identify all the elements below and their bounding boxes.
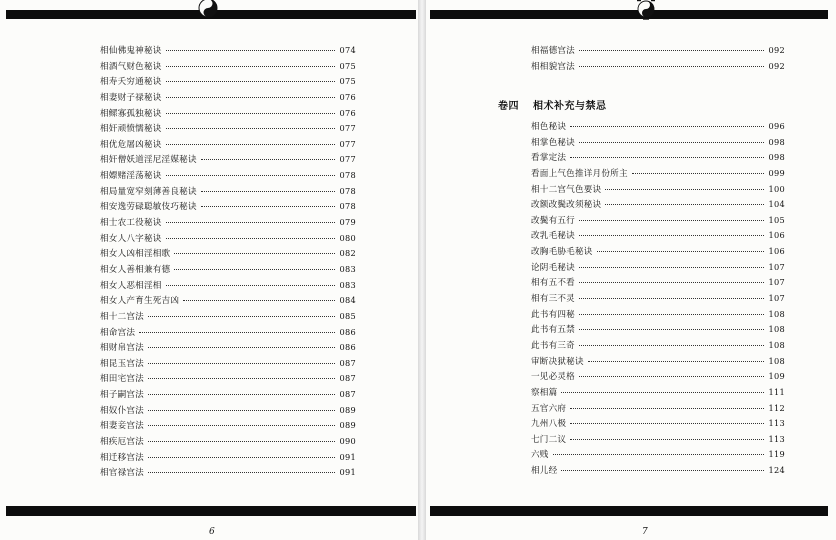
dot-leader (570, 156, 764, 158)
toc-entry[interactable] (531, 197, 785, 213)
dot-leader (561, 469, 764, 471)
entry-title: 七门二议 (531, 434, 567, 445)
entry-title: 相女人凶相淫相歌 (100, 249, 171, 260)
toc-entry[interactable] (100, 137, 356, 153)
dot-leader (148, 424, 335, 426)
dot-leader (166, 65, 336, 67)
entry-title: 相酒气财色秘诀 (100, 61, 162, 72)
entry-page-number: 091 (339, 467, 356, 478)
dot-leader (579, 328, 764, 330)
toc-entry[interactable] (531, 166, 785, 182)
entry-page-number: 087 (339, 373, 356, 384)
entry-title: 相嫖赌淫荡秘诀 (100, 171, 162, 182)
toc-entry[interactable] (531, 354, 785, 370)
volume-label: 卷四 (498, 101, 519, 112)
entry-title: 审断决狱秘诀 (531, 356, 584, 367)
entry-page-number: 106 (768, 246, 785, 257)
toc-entry[interactable] (531, 275, 785, 291)
entry-page-number: 113 (768, 418, 785, 429)
entry-title: 相田宅宫法 (100, 374, 144, 385)
entry-page-number: 109 (768, 371, 785, 382)
entry-title: 此书有四秘 (531, 309, 575, 320)
dot-leader (570, 125, 764, 127)
dot-leader (166, 80, 336, 82)
entry-title: 相十二宫法 (100, 311, 144, 322)
dot-leader (201, 190, 336, 192)
dot-leader (201, 205, 336, 207)
entry-page-number: 083 (339, 279, 356, 290)
dot-leader (166, 112, 336, 114)
entry-page-number: 091 (339, 451, 356, 462)
dot-leader (553, 453, 765, 455)
dot-leader (183, 299, 335, 301)
dot-leader (148, 409, 335, 411)
toc-entry[interactable] (531, 43, 785, 59)
dot-leader (561, 391, 764, 393)
toc-entry[interactable] (531, 119, 785, 135)
entry-page-number: 096 (768, 121, 785, 131)
entry-title: 九州八极 (531, 419, 567, 430)
toc-entry[interactable] (531, 135, 785, 151)
entry-page-number: 086 (339, 342, 356, 353)
toc-entry[interactable] (100, 59, 356, 75)
toc-entry[interactable] (531, 416, 785, 432)
toc-entry[interactable] (531, 338, 785, 354)
entry-title: 五官六府 (531, 403, 567, 414)
dot-leader (579, 344, 764, 346)
entry-title: 此书有五禁 (531, 325, 575, 336)
entry-page-number: 085 (339, 310, 356, 321)
toc-entry[interactable] (100, 356, 356, 372)
dot-leader (570, 438, 764, 440)
entry-page-number: 077 (339, 154, 356, 165)
toc-entry[interactable] (100, 403, 356, 419)
dot-leader (148, 471, 335, 473)
entry-title: 相有五不看 (531, 278, 575, 289)
entry-title: 相局量宽窄刻薄善良秘诀 (100, 186, 197, 197)
dot-leader (605, 188, 764, 190)
entry-title: 六贱 (531, 450, 549, 461)
dot-leader (632, 172, 765, 174)
toc-entry[interactable] (100, 184, 356, 200)
toc-entry[interactable] (531, 228, 785, 244)
toc-entry[interactable] (100, 199, 356, 215)
dot-leader (579, 297, 764, 299)
entry-title: 相士农工役秘诀 (100, 218, 162, 229)
toc-entry[interactable] (531, 182, 785, 198)
toc-entry[interactable] (100, 262, 356, 278)
book-gutter (418, 0, 426, 540)
toc-entry[interactable] (531, 432, 785, 448)
entry-title: 此书有三奇 (531, 340, 575, 351)
entry-page-number: 090 (339, 436, 356, 447)
dot-leader (579, 65, 764, 67)
page-number: 6 (209, 527, 215, 537)
entry-title: 改胸毛胁毛秘诀 (531, 247, 593, 258)
entry-page-number: 113 (768, 433, 785, 444)
entry-title: 相女人八字秘诀 (100, 233, 162, 244)
dot-leader (166, 143, 336, 145)
entry-page-number: 108 (768, 355, 785, 366)
entry-page-number: 107 (768, 261, 785, 272)
bottom-rule (6, 506, 416, 516)
entry-title: 相官禄宫法 (100, 468, 144, 479)
top-rule (430, 10, 828, 19)
dot-leader (148, 456, 335, 458)
entry-page-number: 076 (339, 91, 356, 102)
dot-leader (166, 96, 336, 98)
toc-entry[interactable] (531, 150, 785, 166)
toc-entry[interactable] (100, 387, 356, 403)
section-heading (498, 97, 607, 112)
dot-leader (579, 141, 764, 143)
entry-page-number: 076 (339, 107, 356, 118)
toc-entry[interactable] (100, 215, 356, 231)
entry-page-number: 098 (768, 136, 785, 147)
dot-leader (174, 252, 335, 254)
toc-entry[interactable] (531, 260, 785, 276)
entry-page-number: 107 (768, 293, 785, 304)
section-title: 相术补充与禁忌 (533, 101, 607, 112)
dot-leader (148, 377, 335, 379)
entry-page-number: 107 (768, 277, 785, 288)
toc-entry[interactable] (100, 434, 356, 450)
dot-leader (579, 219, 764, 221)
toc-entry[interactable] (100, 293, 356, 309)
entry-title: 相奸顽愤懦秘诀 (100, 124, 162, 135)
toc-entry[interactable] (531, 213, 785, 229)
entry-page-number: 106 (768, 230, 785, 241)
right-page (426, 0, 836, 540)
toc-entry[interactable] (531, 369, 785, 385)
entry-page-number: 108 (768, 308, 785, 319)
dot-leader (579, 375, 764, 377)
entry-page-number: 111 (768, 386, 785, 397)
toc-entry[interactable] (100, 278, 356, 294)
entry-title: 相奸僧妖道淫尼淫媒秘诀 (100, 155, 197, 166)
dot-leader (166, 221, 336, 223)
entry-page-number: 099 (768, 167, 785, 178)
dot-leader (597, 250, 765, 252)
toc-entry[interactable] (100, 371, 356, 387)
toc-entry[interactable] (531, 291, 785, 307)
entry-title: 相奴仆宫法 (100, 405, 144, 416)
entry-title: 相寿夭穷通秘诀 (100, 77, 162, 88)
entry-page-number: 078 (339, 201, 356, 212)
entry-title: 相女人善相兼有德 (100, 264, 171, 275)
entry-page-number: 083 (339, 263, 356, 274)
toc-entry[interactable] (100, 340, 356, 356)
entry-title: 相命宫法 (100, 327, 136, 338)
entry-page-number: 075 (339, 60, 356, 71)
entry-title: 相相貌宫法 (531, 61, 575, 72)
toc-entry[interactable] (100, 418, 356, 434)
dot-leader (588, 360, 765, 362)
toc-entry[interactable] (531, 59, 785, 75)
dot-leader (148, 315, 335, 317)
entry-title: 相妻妾宫法 (100, 421, 144, 432)
entry-page-number: 092 (768, 45, 785, 55)
toc-list-right-continued (531, 43, 785, 74)
dot-leader (579, 49, 764, 51)
entry-title: 相掌色秘诀 (531, 137, 575, 148)
dot-leader (148, 440, 335, 442)
entry-title: 相安逸劳碌聪敏伎巧秘诀 (100, 202, 197, 213)
toc-entry[interactable] (100, 152, 356, 168)
entry-page-number: 105 (768, 214, 785, 225)
toc-entry[interactable] (531, 401, 785, 417)
dot-leader (579, 266, 764, 268)
entry-page-number: 108 (768, 339, 785, 350)
entry-page-number: 098 (768, 152, 785, 163)
entry-title: 相色秘诀 (531, 122, 567, 132)
entry-page-number: 092 (768, 60, 785, 71)
entry-page-number: 104 (768, 199, 785, 210)
page-number: 7 (642, 527, 648, 537)
toc-entry[interactable] (100, 309, 356, 325)
entry-page-number: 089 (339, 404, 356, 415)
dot-leader (570, 407, 764, 409)
entry-page-number: 082 (339, 248, 356, 259)
dot-leader (148, 362, 335, 364)
yin-yang-emblem-icon (196, 0, 220, 22)
toc-entry[interactable] (100, 450, 356, 466)
toc-entry[interactable] (531, 447, 785, 463)
entry-title: 一见必灵格 (531, 372, 575, 383)
dot-leader (166, 284, 336, 286)
dot-leader (139, 331, 335, 333)
entry-page-number: 077 (339, 123, 356, 134)
dot-leader (579, 281, 764, 283)
toc-entry[interactable] (100, 74, 356, 90)
toc-entry[interactable] (531, 463, 785, 479)
entry-page-number: 119 (768, 449, 785, 460)
toc-list-left (100, 43, 356, 481)
entry-page-number: 087 (339, 389, 356, 400)
entry-page-number: 124 (768, 465, 785, 476)
entry-title: 相女人产育生死吉凶 (100, 296, 180, 307)
entry-title: 相昆玉宫法 (100, 358, 144, 369)
dot-leader (148, 393, 335, 395)
entry-page-number: 089 (339, 420, 356, 431)
entry-title: 改额改鬓改须秘诀 (531, 200, 602, 211)
entry-page-number: 079 (339, 217, 356, 228)
toc-entry[interactable] (100, 106, 356, 122)
dot-leader (605, 203, 764, 205)
entry-title: 相优危屠凶秘诀 (100, 139, 162, 150)
toc-entry[interactable] (100, 325, 356, 341)
entry-title: 相鳏寡孤独秘诀 (100, 108, 162, 119)
entry-title: 察相篇 (531, 387, 558, 398)
toc-entry[interactable] (100, 121, 356, 137)
entry-title: 相仙佛鬼神秘诀 (100, 46, 162, 56)
entry-title: 相有三不灵 (531, 294, 575, 305)
entry-page-number: 075 (339, 76, 356, 87)
toc-entry[interactable] (100, 43, 356, 59)
entry-title: 相妻财子禄秘诀 (100, 92, 162, 103)
entry-title: 相财帛宫法 (100, 343, 144, 354)
entry-title: 相十二宫气色要诀 (531, 184, 602, 195)
entry-title: 相女人恶相淫相 (100, 280, 162, 291)
entry-title: 相迁移宫法 (100, 452, 144, 463)
entry-page-number: 087 (339, 357, 356, 368)
toc-entry[interactable] (531, 322, 785, 338)
dot-leader (579, 234, 764, 236)
entry-title: 改乳毛秘诀 (531, 231, 575, 242)
entry-page-number: 086 (339, 326, 356, 337)
dot-leader (166, 127, 336, 129)
entry-page-number: 108 (768, 324, 785, 335)
entry-page-number: 077 (339, 138, 356, 149)
dot-leader (579, 313, 764, 315)
entry-page-number: 074 (339, 45, 356, 55)
dot-leader (174, 268, 335, 270)
bottom-rule (430, 506, 828, 516)
entry-page-number: 080 (339, 232, 356, 243)
toc-entry[interactable] (531, 244, 785, 260)
entry-title: 看掌定法 (531, 153, 567, 164)
entry-title: 论阴毛秘诀 (531, 262, 575, 273)
entry-title: 改鬓有五行 (531, 215, 575, 226)
entry-title: 相疾厄宫法 (100, 437, 144, 448)
toc-entry[interactable] (100, 168, 356, 184)
dot-leader (166, 49, 336, 51)
entry-title: 相儿经 (531, 466, 558, 477)
toc-entry[interactable] (531, 385, 785, 401)
toc-entry[interactable] (100, 465, 356, 481)
dot-leader (148, 346, 335, 348)
entry-title: 看面上气色推详月份所主 (531, 168, 628, 179)
entry-page-number: 084 (339, 295, 356, 306)
entry-page-number: 078 (339, 170, 356, 181)
dot-leader (166, 174, 336, 176)
entry-title: 相福德宫法 (531, 46, 575, 56)
dot-leader (201, 158, 336, 160)
entry-page-number: 112 (768, 402, 785, 413)
dot-leader (570, 422, 764, 424)
dot-leader (166, 237, 336, 239)
toc-entry[interactable] (531, 307, 785, 323)
toc-entry[interactable] (100, 231, 356, 247)
toc-entry[interactable] (100, 246, 356, 262)
entry-page-number: 078 (339, 185, 356, 196)
bagua-emblem-icon (634, 0, 658, 22)
toc-entry[interactable] (100, 90, 356, 106)
toc-list-right (531, 119, 785, 479)
entry-title: 相子嗣宫法 (100, 390, 144, 401)
entry-page-number: 100 (768, 183, 785, 194)
